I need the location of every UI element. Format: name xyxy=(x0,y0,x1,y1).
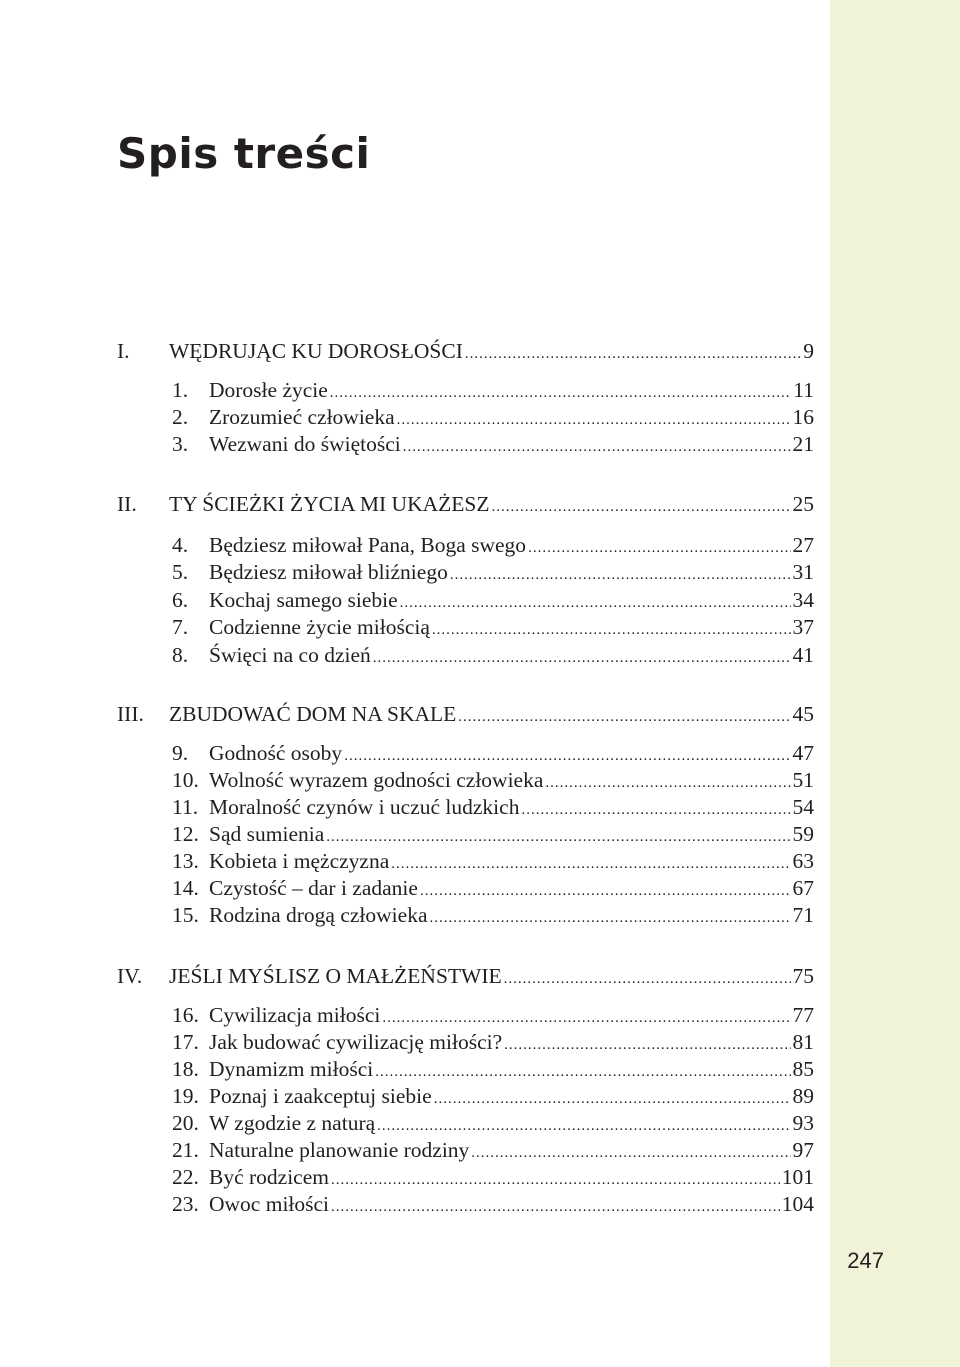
chapter-number: 11. xyxy=(172,795,199,819)
toc-chapter-entry[interactable] xyxy=(172,641,814,669)
chapter-title: Jak budować cywilizację miłości? xyxy=(209,1030,503,1054)
chapter-number: 9. xyxy=(172,741,189,765)
page-reference: 104 xyxy=(781,1192,814,1216)
toc-chapter-entry[interactable] xyxy=(172,1109,814,1137)
chapter-number: 4. xyxy=(172,533,189,557)
page-reference: 77 xyxy=(792,1003,814,1027)
chapter-number: 16. xyxy=(172,1003,199,1027)
dot-leader xyxy=(331,1193,780,1221)
page-reference: 101 xyxy=(781,1165,814,1189)
chapter-title: Kobieta i mężczyzna xyxy=(209,849,390,873)
chapter-number: 20. xyxy=(172,1111,199,1135)
chapter-number: 12. xyxy=(172,822,199,846)
chapter-title: Codzienne życie miłością xyxy=(209,615,430,639)
page-reference: 47 xyxy=(792,741,814,765)
page-reference: 27 xyxy=(792,533,814,557)
page-reference: 63 xyxy=(792,849,814,873)
page-reference: 51 xyxy=(792,768,814,792)
chapter-number: 23. xyxy=(172,1192,199,1216)
page-reference: 89 xyxy=(792,1084,814,1108)
toc-chapter-entry[interactable] xyxy=(172,1163,814,1191)
page-reference: 16 xyxy=(792,405,814,429)
toc-chapter-entry[interactable] xyxy=(172,820,814,848)
chapter-title: Godność osoby xyxy=(209,741,343,765)
page-reference: 9 xyxy=(803,339,814,363)
dot-leader xyxy=(432,616,791,644)
chapter-title: Moralność czynów i uczuć ludzkich xyxy=(209,795,520,819)
toc-chapter-entry[interactable] xyxy=(172,376,814,404)
chapter-title: Zrozumieć człowieka xyxy=(209,405,395,429)
part-title: WĘDRUJĄC KU DOROSŁOŚCI xyxy=(169,339,463,363)
chapter-number: 8. xyxy=(172,643,189,667)
page-reference: 59 xyxy=(792,822,814,846)
chapter-number: 15. xyxy=(172,903,199,927)
chapter-title: Będziesz miłował bliźniego xyxy=(209,560,448,584)
chapter-number: 19. xyxy=(172,1084,199,1108)
chapter-number: 18. xyxy=(172,1057,199,1081)
page-reference: 85 xyxy=(792,1057,814,1081)
part-numeral: II. xyxy=(117,492,137,516)
dot-leader xyxy=(430,904,791,932)
toc-chapter-entry[interactable] xyxy=(172,874,814,902)
chapter-title: Sąd sumienia xyxy=(209,822,325,846)
chapter-title: Naturalne planowanie rodziny xyxy=(209,1138,470,1162)
dot-leader xyxy=(458,703,790,731)
page-reference: 71 xyxy=(792,903,814,927)
chapter-title: Wolność wyrazem godności człowieka xyxy=(209,768,544,792)
part-title: ZBUDOWAĆ DOM NA SKALE xyxy=(169,702,457,726)
page-reference: 31 xyxy=(792,560,814,584)
chapter-title: Czystość – dar i zadanie xyxy=(209,876,418,900)
page-title: Spis treści xyxy=(117,129,371,178)
toc-chapter-entry[interactable] xyxy=(172,613,814,641)
dot-leader xyxy=(403,433,791,461)
toc-part-entry[interactable] xyxy=(117,962,814,990)
dot-leader xyxy=(465,340,801,368)
toc-chapter-entry[interactable] xyxy=(172,1028,814,1056)
chapter-title: Będziesz miłował Pana, Boga swego xyxy=(209,533,527,557)
chapter-title: Poznaj i zaakceptuj siebie xyxy=(209,1084,432,1108)
page-reference: 75 xyxy=(792,964,814,988)
page-reference: 21 xyxy=(792,432,814,456)
part-numeral: I. xyxy=(117,339,130,363)
toc-chapter-entry[interactable] xyxy=(172,901,814,929)
toc-chapter-entry[interactable] xyxy=(172,739,814,767)
toc-chapter-entry[interactable] xyxy=(172,1055,814,1083)
chapter-number: 21. xyxy=(172,1138,199,1162)
page-reference: 54 xyxy=(792,795,814,819)
page-reference: 81 xyxy=(792,1030,814,1054)
chapter-title: W zgodzie z naturą xyxy=(209,1111,376,1135)
chapter-title: Święci na co dzień xyxy=(209,643,371,667)
chapter-title: Rodzina drogą człowieka xyxy=(209,903,428,927)
chapter-title: Cywilizacja miłości xyxy=(209,1003,381,1027)
page-reference: 93 xyxy=(792,1111,814,1135)
toc-chapter-entry[interactable] xyxy=(172,793,814,821)
chapter-number: 6. xyxy=(172,588,189,612)
part-numeral: III. xyxy=(117,702,144,726)
toc-chapter-entry[interactable] xyxy=(172,847,814,875)
toc-part-entry[interactable] xyxy=(117,337,814,365)
page-reference: 34 xyxy=(792,588,814,612)
part-title: JEŚLI MYŚLISZ O MAŁŻEŃSTWIE xyxy=(169,964,502,988)
chapter-number: 3. xyxy=(172,432,189,456)
toc-chapter-entry[interactable] xyxy=(172,586,814,614)
chapter-number: 13. xyxy=(172,849,199,873)
chapter-title: Kochaj samego siebie xyxy=(209,588,398,612)
dot-leader xyxy=(504,965,791,993)
page-reference: 67 xyxy=(792,876,814,900)
side-strip xyxy=(830,0,960,1367)
page-number: 247 xyxy=(847,1248,884,1273)
chapter-title: Wezwani do świętości xyxy=(209,432,401,456)
chapter-title: Być rodzicem xyxy=(209,1165,329,1189)
chapter-number: 22. xyxy=(172,1165,199,1189)
dot-leader xyxy=(491,493,790,521)
toc-chapter-entry[interactable] xyxy=(172,1082,814,1110)
toc-chapter-entry[interactable] xyxy=(172,430,814,458)
page-reference: 41 xyxy=(792,643,814,667)
page-reference: 11 xyxy=(793,378,814,402)
toc-chapter-entry[interactable] xyxy=(172,403,814,431)
toc-part-entry[interactable] xyxy=(117,700,814,728)
dot-leader xyxy=(373,644,791,672)
chapter-title: Owoc miłości xyxy=(209,1192,330,1216)
chapter-number: 1. xyxy=(172,378,189,402)
toc-chapter-entry[interactable] xyxy=(172,1136,814,1164)
page-reference: 37 xyxy=(792,615,814,639)
chapter-title: Dynamizm miłości xyxy=(209,1057,374,1081)
chapter-number: 7. xyxy=(172,615,189,639)
page-reference: 25 xyxy=(792,492,814,516)
chapter-title: Dorosłe życie xyxy=(209,378,328,402)
toc-chapter-entry[interactable] xyxy=(172,531,814,559)
chapter-number: 14. xyxy=(172,876,199,900)
dot-leader xyxy=(450,561,791,589)
toc-chapter-entry[interactable] xyxy=(172,558,814,586)
toc-chapter-entry[interactable] xyxy=(172,1190,814,1218)
chapter-number: 17. xyxy=(172,1030,199,1054)
page-reference: 45 xyxy=(792,702,814,726)
page-reference: 97 xyxy=(792,1138,814,1162)
chapter-number: 2. xyxy=(172,405,189,429)
chapter-number: 10. xyxy=(172,768,199,792)
toc-chapter-entry[interactable] xyxy=(172,1001,814,1029)
toc-chapter-entry[interactable] xyxy=(172,766,814,794)
chapter-number: 5. xyxy=(172,560,189,584)
part-numeral: IV. xyxy=(117,964,143,988)
part-title: TY ŚCIEŻKI ŻYCIA MI UKAŻESZ xyxy=(169,492,490,516)
toc-part-entry[interactable] xyxy=(117,490,814,518)
